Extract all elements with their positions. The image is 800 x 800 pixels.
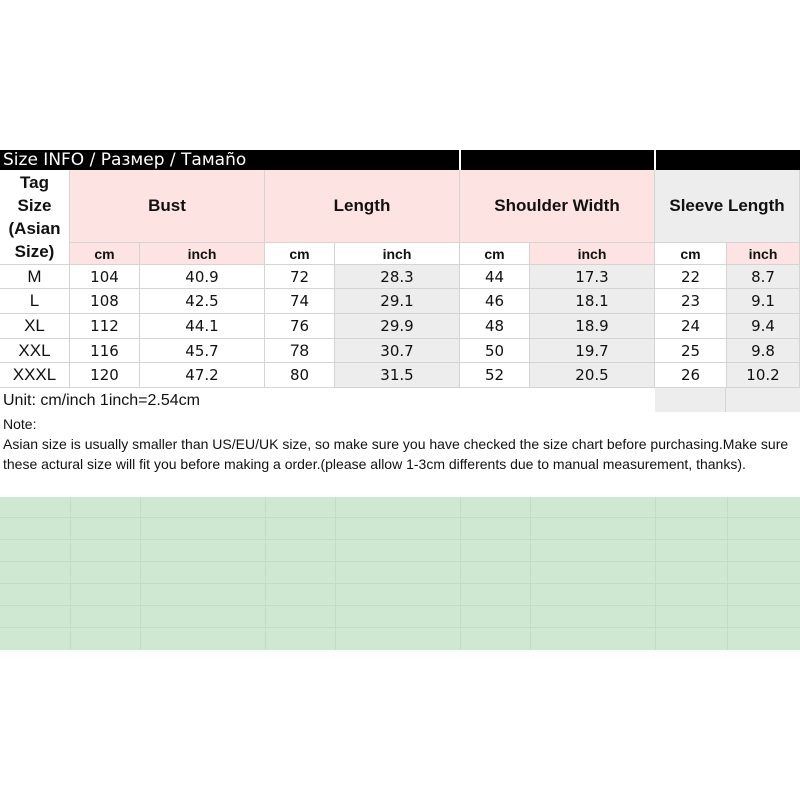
table-cell: 9.8 [727,339,800,363]
length-cm-header: cm [265,243,335,265]
tag-size-line: Size [17,196,52,215]
grid-line [0,583,800,584]
table-cell: 108 [70,289,140,314]
length-header: Length [265,170,460,243]
table-cell: 31.5 [335,363,460,388]
table-cell: 26 [655,363,727,388]
bust-inch-header: inch [140,243,265,265]
table-cell: 104 [70,265,140,289]
table-cell: 72 [265,265,335,289]
table-cell: 74 [265,289,335,314]
shoulder-width-header: Shoulder Width [460,170,655,243]
bust-cm-header: cm [70,243,140,265]
table-cell: 19.7 [530,339,655,363]
table-cell: 23 [655,289,727,314]
table-cell: 50 [460,339,530,363]
table-cell: 45.7 [140,339,265,363]
table-cell: 120 [70,363,140,388]
table-cell: 40.9 [140,265,265,289]
table-cell: 112 [70,314,140,339]
table-cell: 29.1 [335,289,460,314]
table-cell: 9.1 [727,289,800,314]
table-cell: 30.7 [335,339,460,363]
empty-cell [655,388,726,412]
table-cell: 76 [265,314,335,339]
empty-cell [726,388,800,412]
table-cell: 24 [655,314,727,339]
title-bar-segment [656,150,800,170]
size-label: M [0,265,70,289]
grid-line [0,539,800,540]
size-label: XXL [0,339,70,363]
title-bar-segment [461,150,654,170]
bust-header: Bust [70,170,265,243]
sleeve-length-header: Sleeve Length [655,170,800,243]
table-cell: 44 [460,265,530,289]
sleeve-cm-header: cm [655,243,727,265]
shoulder-cm-header: cm [460,243,530,265]
grid-line [0,605,800,606]
table-cell: 18.9 [530,314,655,339]
grid-line [0,517,800,518]
tag-size-line: Tag [20,173,49,192]
table-cell: 116 [70,339,140,363]
note-label: Note: [3,416,37,432]
shoulder-inch-header: inch [530,243,655,265]
table-cell: 78 [265,339,335,363]
table-cell: 8.7 [727,265,800,289]
table-cell: 18.1 [530,289,655,314]
table-cell: 25 [655,339,727,363]
grid-line [0,627,800,628]
table-cell: 29.9 [335,314,460,339]
tag-size-line: Size) [14,242,55,261]
table-cell: 28.3 [335,265,460,289]
size-label: XL [0,314,70,339]
table-cell: 22 [655,265,727,289]
unit-note: Unit: cm/inch 1inch=2.54cm [3,392,200,409]
table-cell: 46 [460,289,530,314]
tag-size-line: (Asian [8,219,61,238]
note-text: Asian size is usually smaller than US/EU/UK size, so make sure you have checked the size chart before purchasing.Make sure these actural size will fit you before making a order.(please allow 1-3cm differents due to manual measurement, thanks). [3,436,789,472]
table-cell: 9.4 [727,314,800,339]
size-label: L [0,289,70,314]
size-label: XXXL [0,363,70,388]
table-cell: 52 [460,363,530,388]
table-cell: 42.5 [140,289,265,314]
tag-size-header [0,170,70,265]
table-cell: 17.3 [530,265,655,289]
table-cell: 48 [460,314,530,339]
table-cell: 20.5 [530,363,655,388]
table-cell: 80 [265,363,335,388]
size-info-title: Size INFO / Размер / Тамаño [0,150,459,170]
table-cell: 10.2 [727,363,800,388]
table-cell: 47.2 [140,363,265,388]
length-inch-header: inch [335,243,460,265]
sleeve-inch-header: inch [727,243,800,265]
grid-line [0,561,800,562]
table-cell: 44.1 [140,314,265,339]
